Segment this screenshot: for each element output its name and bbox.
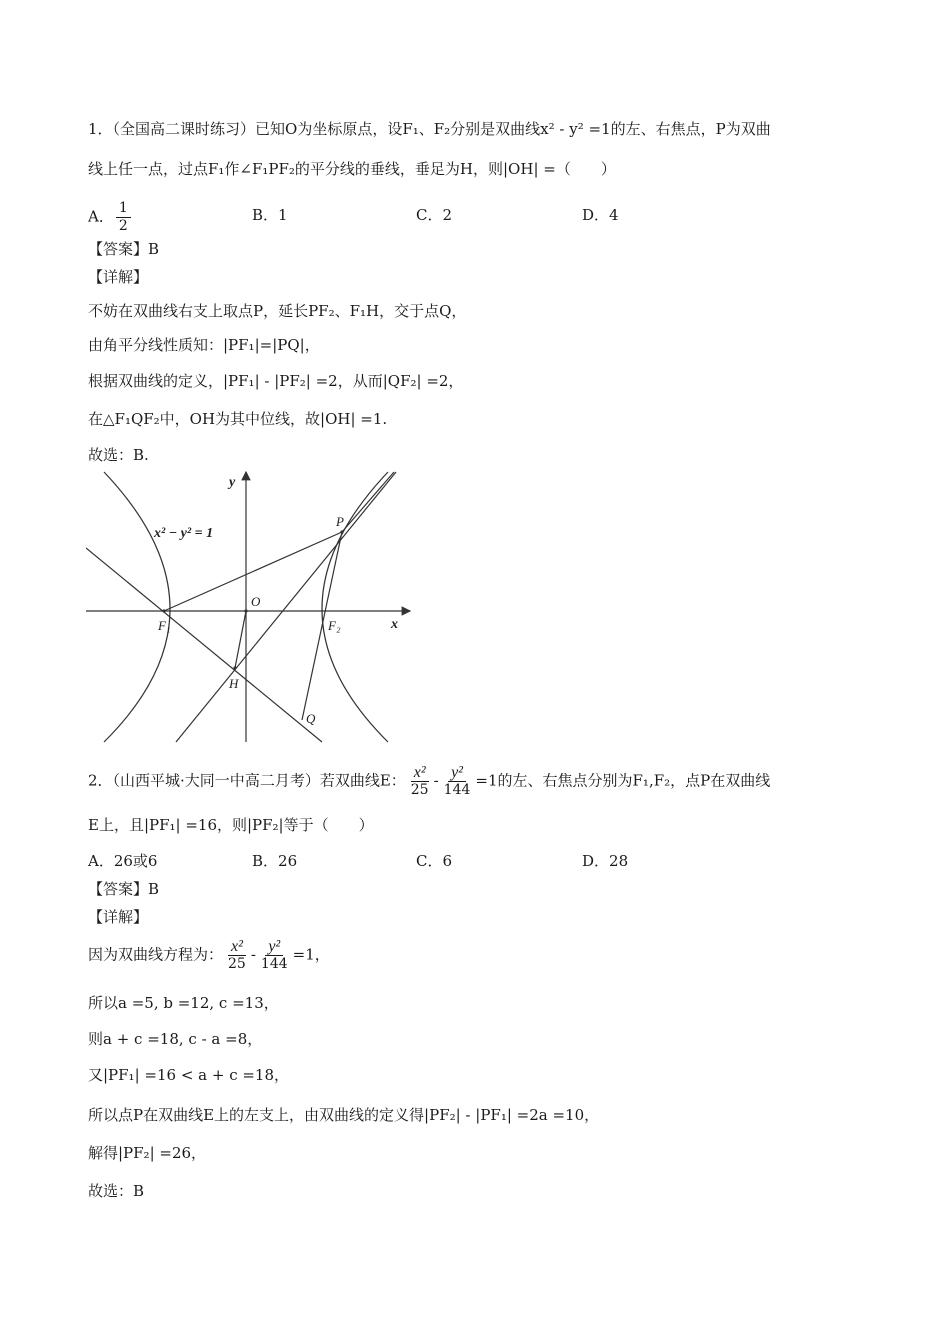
label-q: Q	[306, 711, 316, 726]
q2-step-2: 所以a =5, b =12, c =13，	[88, 994, 279, 1012]
right-branch	[322, 472, 388, 742]
q2-option-a: A．26或6	[88, 852, 158, 870]
q1-step-2: 由角平分线性质知：|PF₁|=|PQ|，	[88, 336, 320, 354]
q1-option-c: C．2	[416, 206, 453, 224]
q2-step1-fraction-y-denominator: 144	[260, 956, 288, 972]
q2-option-d: D．28	[582, 852, 629, 870]
q2-minus: -	[433, 771, 439, 790]
q2-step1-fraction-y	[258, 938, 291, 973]
q2-stem-prefix: 2．（山西平城·大同一中高二月考）若双曲线E：	[88, 771, 406, 790]
q2-stem-line1	[88, 764, 870, 804]
label-f1: F₁	[158, 618, 171, 633]
q2-fraction-y-denominator: 144	[443, 782, 471, 798]
q2-step-6: 解得|PF₂| =26，	[88, 1144, 207, 1162]
point-f1	[162, 609, 165, 612]
q2-option-b: B．26	[252, 852, 298, 870]
q2-step-5: 所以点P在双曲线E上的左支上，由双曲线的定义得|PF₂| - |PF₁| =2a =10，	[88, 1106, 600, 1124]
label-f2: F₂	[328, 618, 341, 633]
q1-step-3: 根据双曲线的定义，|PF₁| - |PF₂| =2，从而|QF₂| =2，	[88, 372, 464, 390]
point-p	[340, 530, 343, 533]
q2-step-3: 则a + c =18, c - a =8，	[88, 1030, 263, 1048]
q2-step-4: 又|PF₁| =16 < a + c =18，	[88, 1066, 290, 1084]
q2-step-equation	[88, 938, 870, 978]
q2-step1-prefix: 因为双曲线方程为：	[88, 945, 224, 964]
q1-step-5: 故选：B.	[88, 446, 149, 464]
q1-option-b: B．1	[252, 206, 288, 224]
q2-step1-suffix: =1，	[292, 945, 330, 964]
q2-step1-fraction-x	[225, 938, 249, 973]
q1-option-a-label: A．	[88, 207, 114, 226]
q1-stem-line2: 线上任一点，过点F₁作∠F₁PF₂的平分线的垂线，垂足为H，则|OH| =（ ）	[88, 160, 616, 178]
q2-step-7: 故选：B	[88, 1182, 145, 1200]
q1-step-4: 在△F₁QF₂中，OH为其中位线，故|OH| =1.	[88, 410, 388, 428]
q2-fraction-y	[441, 764, 474, 799]
segment-o-h	[235, 611, 246, 668]
q2-stem-suffix: =1的左、右焦点分别为F₁,F₂，点P在双曲线	[475, 771, 771, 790]
q2-step1-minus: -	[250, 945, 256, 964]
q2-fraction-x-denominator: 25	[410, 782, 429, 798]
q1-step-1: 不妨在双曲线右支上取点P，延长PF₂、F₁H，交于点Q，	[88, 302, 467, 320]
q1-option-a-fraction	[116, 200, 131, 235]
q1-stem-line1: 1．（全国高二课时练习）已知O为坐标原点，设F₁、F₂分别是双曲线x² - y² =1的左、右焦点，P为双曲	[88, 120, 771, 138]
line-f1-to-lower-right	[86, 548, 322, 742]
x-axis-label: x	[391, 617, 398, 632]
q2-step1-fraction-y-numerator: y²	[265, 938, 283, 956]
q2-fraction-y-numerator: y²	[448, 764, 466, 782]
label-o: O	[251, 594, 261, 609]
hyperbola-figure	[86, 468, 416, 744]
equation-label: x² − y² = 1	[154, 526, 214, 541]
label-p: P	[336, 514, 344, 529]
q2-step1-fraction-x-denominator: 25	[228, 956, 246, 972]
q1-options	[88, 200, 868, 234]
q2-answer: 【答案】B	[88, 880, 160, 898]
q1-option-a	[88, 200, 133, 235]
q2-option-c: C．6	[416, 852, 453, 870]
left-branch	[104, 472, 170, 742]
label-h: H	[229, 676, 239, 691]
q2-step1-fraction-x-numerator: x²	[228, 938, 246, 956]
q1-option-a-numerator: 1	[116, 200, 131, 218]
point-o	[244, 609, 247, 612]
q2-options	[88, 850, 868, 872]
q2-detail-heading: 【详解】	[88, 908, 149, 926]
q1-answer: 【答案】B	[88, 240, 160, 258]
bisector-line	[176, 472, 396, 742]
q2-fraction-x-numerator: x²	[411, 764, 429, 782]
y-axis-label: y	[229, 475, 236, 490]
q2-stem-line2: E上，且|PF₁| =16，则|PF₂|等于（ ）	[88, 816, 374, 834]
q1-option-d: D．4	[582, 206, 619, 224]
tangent-line-upper	[342, 472, 394, 532]
q1-option-a-denominator: 2	[118, 218, 128, 234]
q1-detail-heading: 【详解】	[88, 268, 149, 286]
q2-fraction-x	[408, 764, 432, 799]
point-h	[233, 666, 236, 669]
